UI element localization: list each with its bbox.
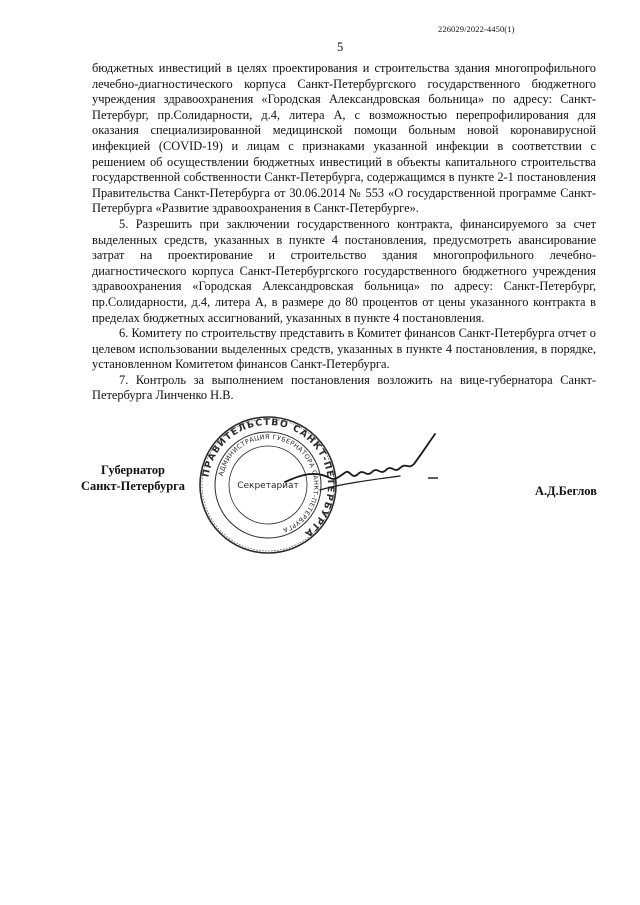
page-number: 5	[337, 40, 344, 54]
document-registration-number: 226029/2022-4450(1)	[438, 24, 515, 34]
document-body	[92, 61, 596, 404]
signatory-name: А.Д.Беглов	[535, 484, 597, 498]
signatory-title-line1: Губернатор	[101, 463, 165, 477]
signatory-title-line2: Санкт-Петербурга	[81, 479, 185, 493]
seal-outer-text: ПРАВИТЕЛЬСТВО САНКТ-ПЕТЕРБУРГА	[200, 416, 337, 540]
seal-center-text: Секретариат	[237, 481, 299, 491]
paragraph-5: 5. Разрешить при заключении государственного контракта, финансируемого за счет выделенных средств, указанных в пункте 4 постановления, предусмотреть авансирование затрат на проектирование и строительство здания многопрофильного лечебно-диагностического корпуса Санкт-Петербургского государственного бюджетного учреждения здравоохранения «Городская Александровская больница» по адресу: Санкт-Петербург, пр.Солидарности, д.4, литера А, в размере до 80 процентов от цены указанного контракта в пределах бюджетных ассигнований, указанных в пункте 4 постановления.	[92, 216, 596, 325]
seal-inner-text: АДМИНИСТРАЦИЯ ГУБЕРНАТОРА САНКТ-ПЕТЕРБУРГА	[216, 432, 321, 535]
paragraph-7: 7. Контроль за выполнением постановления возложить на вице-губернатора Санкт-Петербурга Линченко Н.В.	[92, 372, 596, 403]
handwritten-signature	[280, 420, 440, 500]
paragraph-6: 6. Комитету по строительству представить в Комитет финансов Санкт-Петербурга отчет о целевом использовании выделенных средств, указанных в пункте 4 постановления, в порядке, установленном Комитетом финансов Санкт-Петербурга.	[92, 326, 596, 372]
paragraph-continuation: бюджетных инвестиций в целях проектирования и строительства здания многопрофильного лечебно-диагностического корпуса Санкт-Петербургского государственного бюджетного учреждения здравоохранения «Городская Александровская больница» по адресу: Санкт-Петербург, пр.Солидарности, д.4, литера А, с возможностью перепрофилирования для оказания специализированной медицинской помощи больным новой коронавирусной инфекцией (COVID-19) и лицам с признаками указанной инфекции в соответствии с решением об осуществлении бюджетных инвестиций в объекты капитального строительства государственной собственности Санкт-Петербурга, содержащимся в пункте 2-1 постановления Правительства Санкт-Петербурга от 30.06.2014 № 553 «О государственной программе Санкт-Петербурга «Развитие здравоохранения в Санкт-Петербурге».	[92, 61, 596, 216]
signatory-title	[72, 462, 194, 494]
